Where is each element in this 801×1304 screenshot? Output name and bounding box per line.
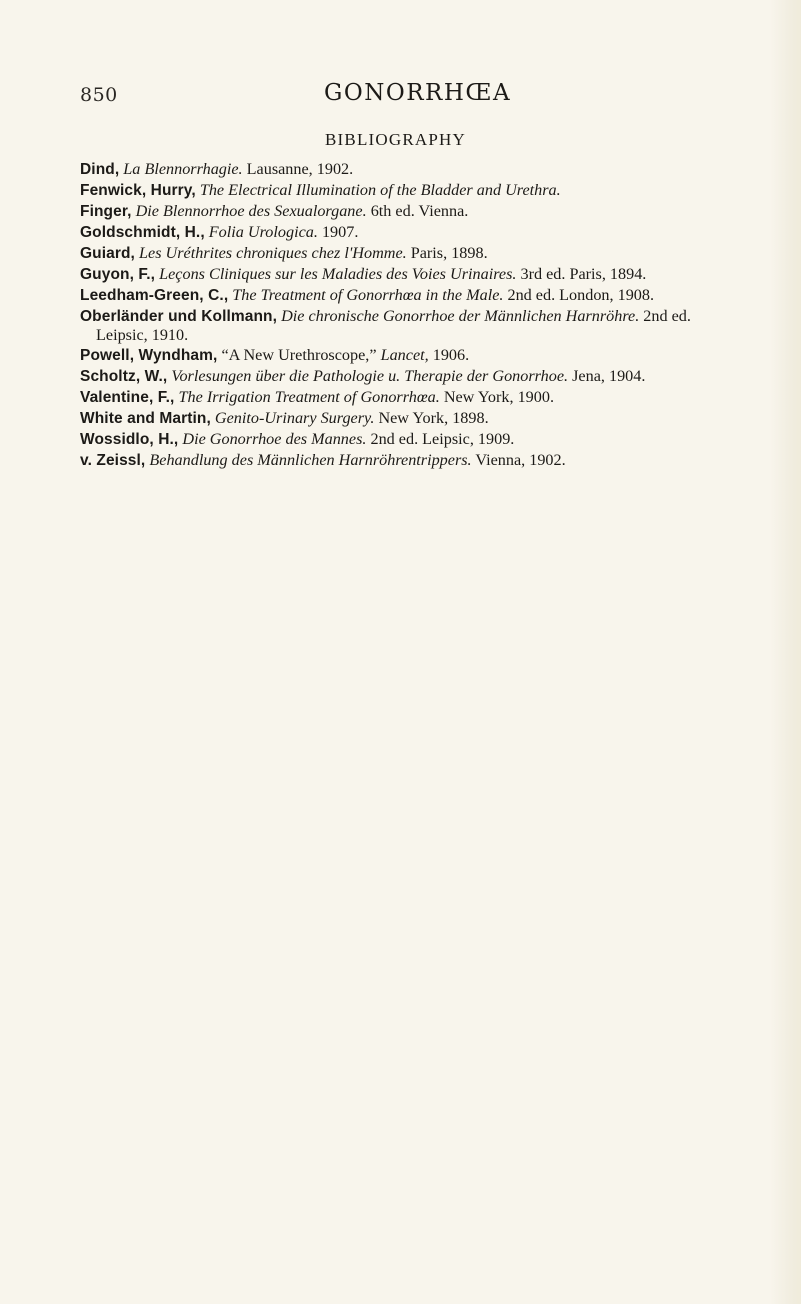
entry-title: Die Gonorrhoe des Mannes. [182,430,367,448]
entry-title: Genito-Urinary Surgery. [214,409,375,427]
entry-details: Vienna, 1902. [475,451,566,469]
bibliography-entry [80,346,720,365]
bibliography-entry [80,388,720,407]
entry-title: Die Blennorrhoe des Sexualorgane. [135,202,367,220]
bibliography-entry [80,451,720,470]
entry-details: New York, 1898. [378,409,489,427]
entry-details: Lausanne, 1902. [246,160,354,178]
entry-author: Finger, [80,203,132,220]
entry-title: Vorlesungen über die Pathologie u. Therapie der Gonorrhoe. [171,367,569,385]
bibliography-entry [80,202,720,221]
entry-author: Leedham-Green, C., [80,287,229,304]
bibliography-entry [80,223,720,242]
bibliography-entry [80,307,720,344]
bibliography-entry [80,430,720,449]
entry-author: White and Martin, [80,410,211,427]
entry-title: Folia Urologica. [208,223,318,241]
entry-details: New York, 1900. [443,388,554,406]
entry-title: The Irrigation Treatment of Gonorrhœa. [178,388,440,406]
bibliography-entry [80,265,720,284]
bibliography-entry [80,286,720,305]
entry-year: 1906. [432,346,470,364]
entry-title: Die chronische Gonorrhoe der Männlichen Harnröhre. [281,307,640,325]
entry-details: 2nd ed. London, 1908. [507,286,655,304]
bibliography-entry [80,244,720,263]
entry-author: v. Zeissl, [80,452,146,469]
running-head [80,80,680,112]
bibliography-entry [80,160,720,179]
entry-details: 2nd ed. Leipsic, 1910. [96,307,691,344]
entry-author: Guyon, F., [80,266,156,283]
entry-author: Goldschmidt, H., [80,224,205,241]
entry-title: The Electrical Illumination of the Bladder and Urethra. [199,181,561,199]
entry-details: 2nd ed. Leipsic, 1909. [370,430,515,448]
entry-author: Valentine, F., [80,389,175,406]
bibliography-list [80,160,720,472]
entry-author: Guiard, [80,245,135,262]
entry-journal: Lancet, [380,346,429,364]
entry-details: “A New Urethroscope,” [221,346,377,364]
entry-author: Oberländer und Kollmann, [80,308,278,325]
entry-author: Scholtz, W., [80,368,168,385]
entry-details: 6th ed. Vienna. [370,202,469,220]
entry-details: Paris, 1898. [410,244,488,262]
entry-details: Jena, 1904. [572,367,646,385]
bibliography-entry [80,181,720,200]
running-title: GONORRHŒA [324,80,512,106]
entry-title: Leçons Cliniques sur les Maladies des Voies Urinaires. [159,265,517,283]
entry-author: Dind, [80,161,120,178]
entry-title: Behandlung des Männlichen Harnröhrentrippers. [149,451,472,469]
entry-author: Powell, Wyndham, [80,347,218,364]
bibliography-entry [80,367,720,386]
entry-author: Wossidlo, H., [80,431,179,448]
entry-title: Les Uréthrites chroniques chez l'Homme. [139,244,407,262]
page-number: 850 [80,84,118,106]
entry-author: Fenwick, Hurry, [80,182,196,199]
entry-title: La Blennorrhagie. [123,160,243,178]
section-heading: BIBLIOGRAPHY [325,130,466,149]
entry-details: 1907. [321,223,359,241]
entry-details: 3rd ed. Paris, 1894. [520,265,647,283]
bibliography-entry [80,409,720,428]
entry-title: The Treatment of Gonorrhœa in the Male. [232,286,504,304]
